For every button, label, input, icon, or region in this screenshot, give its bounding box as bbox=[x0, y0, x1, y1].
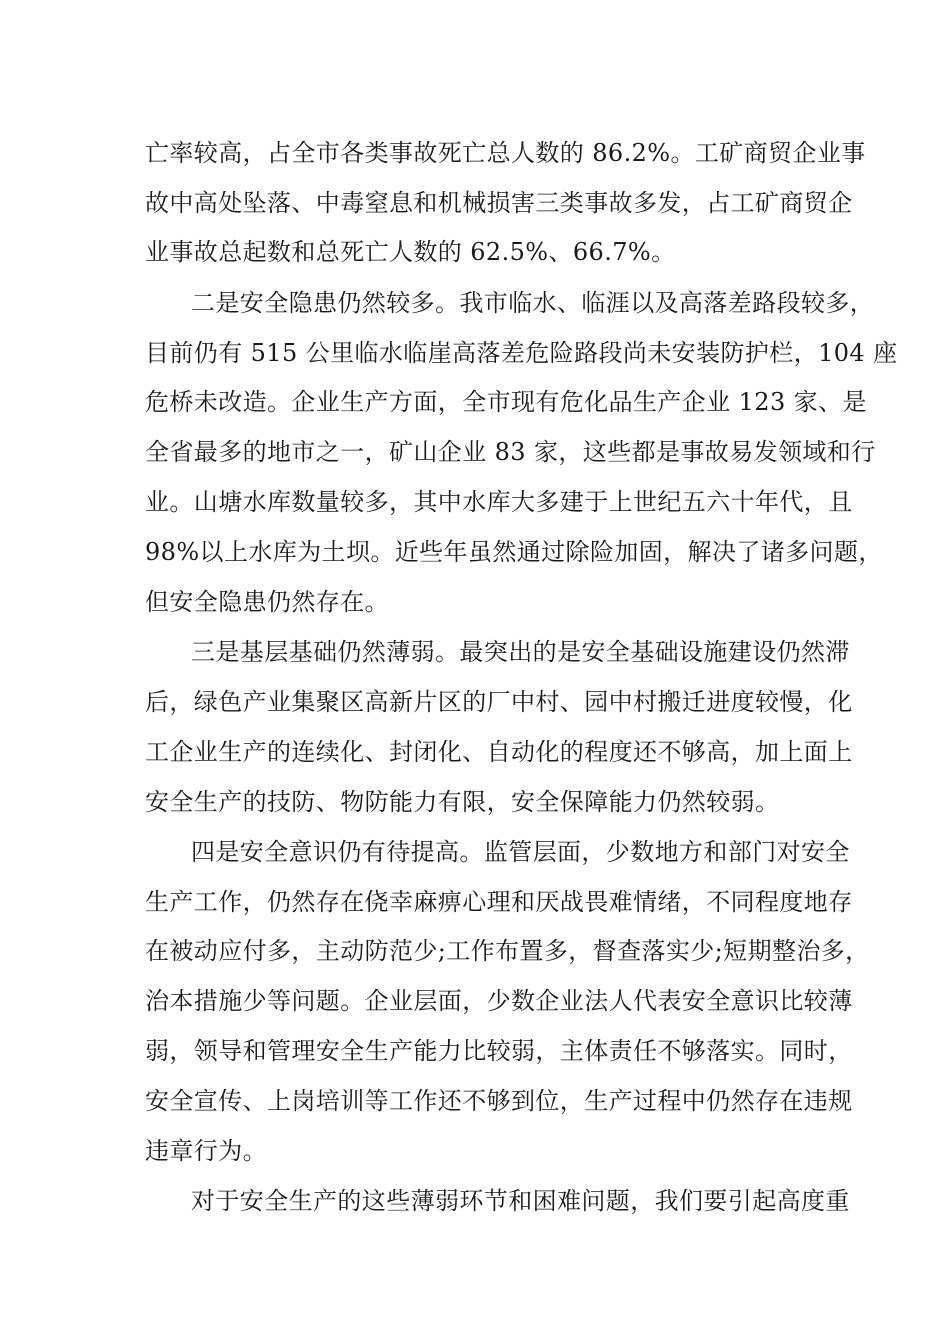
text-line: 业。山塘水库数量较多，其中水库大多建于上世纪五六十年代，且 bbox=[145, 488, 853, 516]
text-line: 但安全隐患仍然存在。 bbox=[145, 588, 389, 616]
text-line: 业事故总起数和总死亡人数的 62.5%、66.7%。 bbox=[145, 238, 676, 266]
text-line: 治本措施少等问题。企业层面，少数企业法人代表安全意识比较薄 bbox=[145, 987, 853, 1015]
text-line: 安全生产的技防、物防能力有限，安全保障能力仍然较弱。 bbox=[145, 788, 780, 816]
text-line: 后，绿色产业集聚区高新片区的厂中村、园中村搬迁进度较慢，化 bbox=[145, 688, 853, 716]
paragraph-2-first-line: 二是安全隐患仍然较多。我市临水、临涯以及高落差路段较多， bbox=[191, 289, 875, 317]
paragraph-5-first-line: 对于安全生产的这些薄弱环节和困难问题，我们要引起高度重 bbox=[191, 1187, 850, 1215]
text-line: 生产工作，仍然存在侥幸麻痹心理和厌战畏难情绪，不同程度地存 bbox=[145, 888, 853, 916]
text-line: 故中高处坠落、中毒窒息和机械损害三类事故多发，占工矿商贸企 bbox=[145, 189, 853, 217]
text-line: 全省最多的地市之一，矿山企业 83 家，这些都是事故易发领域和行 bbox=[145, 438, 876, 466]
text-line: 违章行为。 bbox=[145, 1137, 267, 1165]
text-line: 亡率较高，占全市各类事故死亡总人数的 86.2%。工矿商贸企业事 bbox=[145, 139, 866, 167]
text-line: 安全宣传、上岗培训等工作还不够到位，生产过程中仍然存在违规 bbox=[145, 1087, 853, 1115]
text-line: 目前仍有 515 公里临水临崖高落差危险路段尚未安装防护栏，104 座 bbox=[145, 339, 898, 367]
text-line: 弱，领导和管理安全生产能力比较弱，主体责任不够落实。同时， bbox=[145, 1037, 853, 1065]
text-line: 危桥未改造。企业生产方面，全市现有危化品生产企业 123 家、是 bbox=[145, 388, 867, 416]
text-line: 工企业生产的连续化、封闭化、自动化的程度还不够高，加上面上 bbox=[145, 738, 853, 766]
text-line: 在被动应付多，主动防范少;工作布置多，督查落实少;短期整治多， bbox=[145, 937, 870, 965]
paragraph-3-first-line: 三是基层基础仍然薄弱。最突出的是安全基础设施建设仍然滞 bbox=[191, 638, 850, 666]
paragraph-4-first-line: 四是安全意识仍有待提高。监管层面，少数地方和部门对安全 bbox=[191, 838, 850, 866]
text-line: 98%以上水库为土坝。近些年虽然通过除险加固，解决了诸多问题， bbox=[145, 538, 883, 566]
